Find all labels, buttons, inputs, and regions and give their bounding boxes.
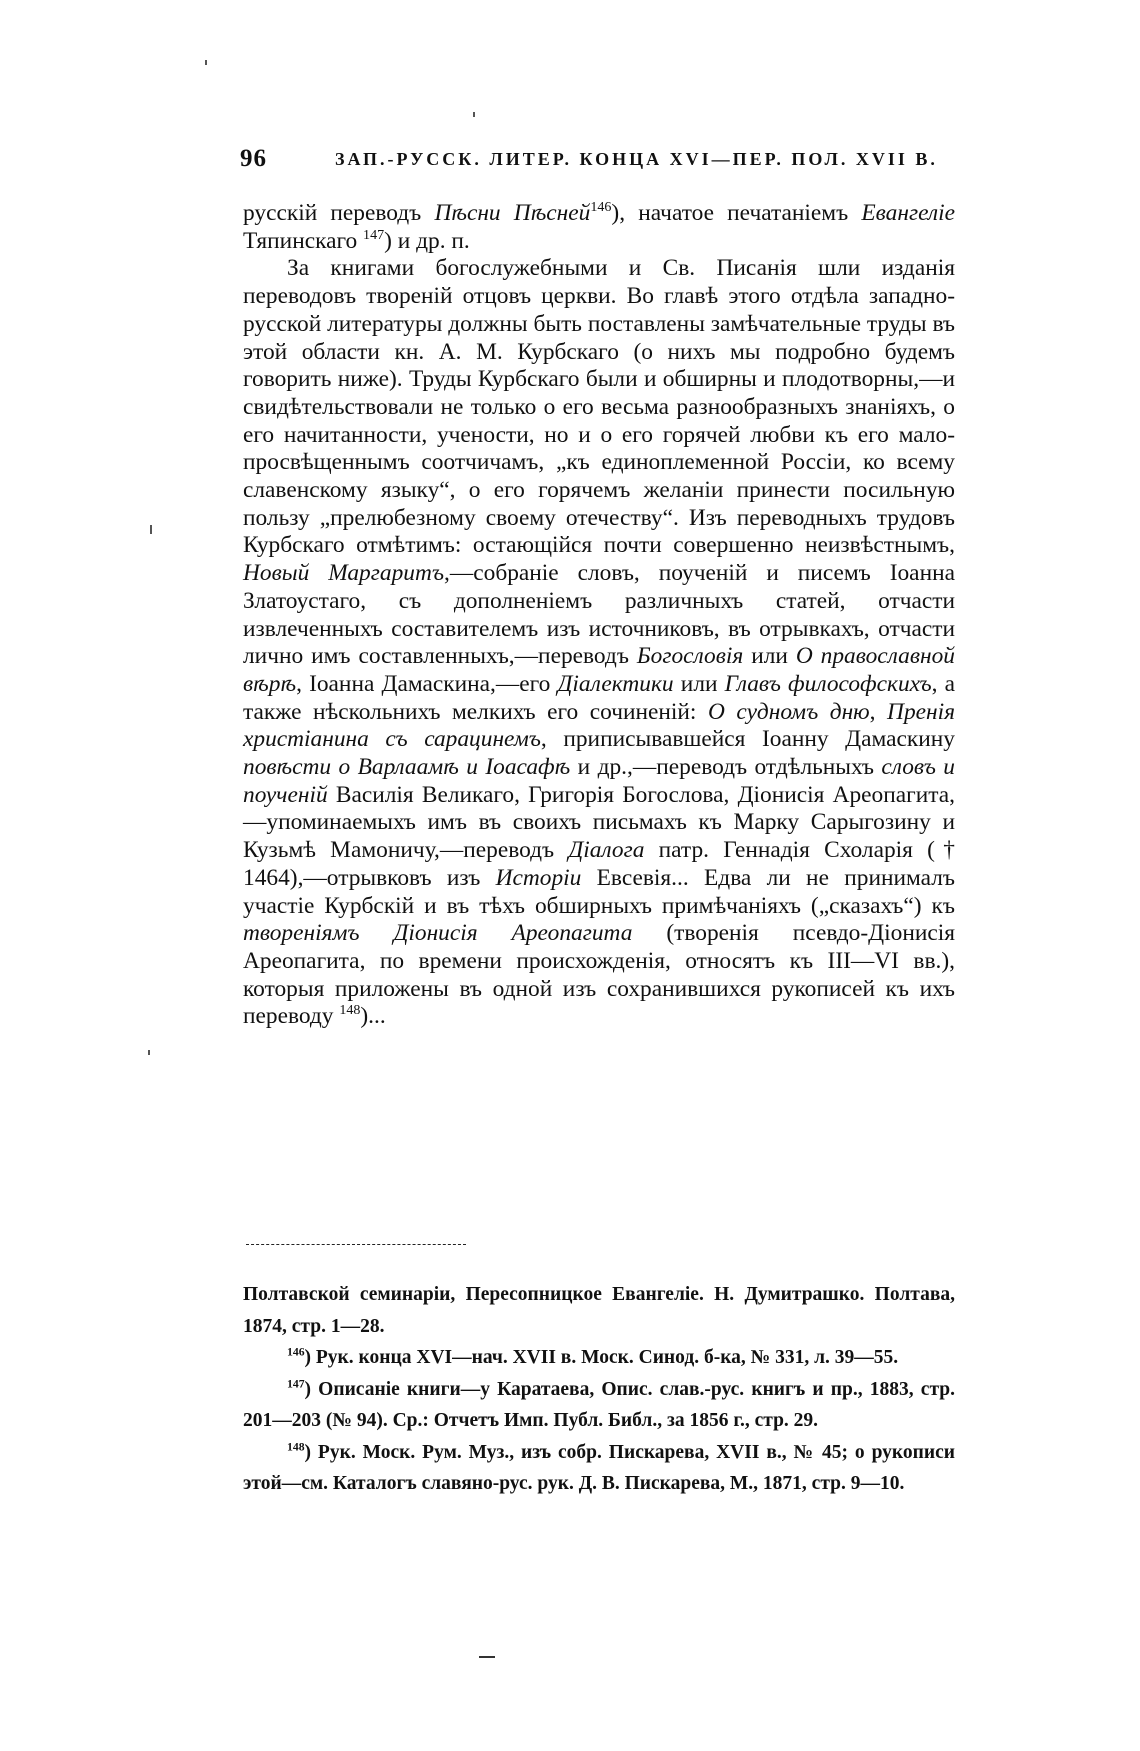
footnote-continuation: Полтавской семинаріи, Пересопницкое Евангеліе. Н. Думитрашко. Полтава, 1874, стр. 1—28. xyxy=(243,1284,955,1337)
text-run: русскій переводъ xyxy=(243,200,435,226)
text-run: , а также нѣскольнихъ мелкихъ его сочиненій: xyxy=(243,670,955,725)
footnotes xyxy=(243,1279,955,1500)
text-run: патр. Геннадія Схоларія († 1464),—отрывковъ изъ xyxy=(243,837,956,891)
italic-title: О православной вѣрѣ xyxy=(243,643,956,697)
footnote-text: ) Описаніе книги—у Каратаева, Опис. слав.-рус. книгъ и пр., 1883, стр. 201—203 (№ 94). Ср.: Отчетъ Имп. Публ. Библ., за 1856 г., стр. 29. xyxy=(243,1378,955,1431)
text-run: , приписывавшейся Іоанну Дамаскину xyxy=(540,726,955,753)
italic-title: Богословія xyxy=(636,643,744,670)
running-title: ЗАП.-РУССК. ЛИТЕР. КОНЦА XVI—ПЕР. ПОЛ. XVII В. xyxy=(335,149,938,169)
text-run: , Іоанна Дамаскина,—его xyxy=(296,670,558,697)
text-run: , xyxy=(869,698,888,725)
italic-title: Исторіи xyxy=(495,864,582,891)
italic-title: Новый Маргаритъ xyxy=(243,560,444,587)
scan-speck xyxy=(150,525,152,534)
footnote-147 xyxy=(243,1374,955,1437)
footnote-146 xyxy=(243,1342,955,1374)
italic-title: Главъ философскихъ xyxy=(724,670,932,697)
footnote-ref-148: 148 xyxy=(339,1002,361,1019)
page-number: 96 xyxy=(240,145,267,172)
scan-speck xyxy=(148,1050,150,1055)
footnote-number: 147 xyxy=(287,1377,305,1390)
text-run: или xyxy=(743,643,796,670)
text-run: ), начатое печатаніемъ xyxy=(611,200,862,226)
text-run: Василія Великаго, Григорія Богослова, Діонисія Ареопагита,—упоминаемыхъ имъ въ своихъ письмахъ къ Марку Сарыгозину и Кузьмѣ Мамоничу,—переводъ xyxy=(243,781,955,864)
text-run: и др.,—переводъ отдѣльныхъ xyxy=(570,754,882,781)
text-run: ) и др. п. xyxy=(384,227,470,254)
italic-title: Діалектики xyxy=(557,670,674,697)
italic-title: Евангеліе xyxy=(861,200,955,226)
footnote-number: 146 xyxy=(287,1345,305,1359)
footnote-ref-147: 147 xyxy=(363,226,385,243)
main-text xyxy=(243,200,955,1031)
paragraph-kurbsky xyxy=(243,255,955,1031)
footnote-text: ) Рук. конца XVI—нач. XVII в. Моск. Синод. б-ка, № 331, л. 39—55. xyxy=(304,1347,899,1368)
text-run: или xyxy=(673,670,725,697)
footnote-text: ) Рук. Моск. Рум. Муз., изъ собр. Пискарева, XVII в., № 45; о рукописи этой—см. Каталогъ славяно-рус. рук. Д. В. Пискарева, М., 1871, стр. 9—10. xyxy=(243,1441,955,1494)
footnote-ref-146: 146 xyxy=(590,199,612,216)
text-run: (творенія псевдо-Діонисія Ареопагита, по времени происхожденія, относятъ къ III—VI вв.), которыя приложены въ одной изъ сохранившихся рукописей къ ихъ переводу xyxy=(243,920,955,1030)
footnote-separator xyxy=(246,1244,466,1245)
italic-title: Пѣсни Пѣсней xyxy=(434,200,591,226)
text-run: За книгами богослужебными и Св. Писанія шли изданія переводовъ творенiй отцовъ церкви. Во главѣ этого отдѣла западно-русской литературы должны быть поставлены замѣчательные труды въ этой области кн. А. М. Курбскаго (о нихъ мы подробно будемъ говорить ниже). Труды Курбскаго были и обширны и плодотворны,—и свидѣтельствовали не только о его весьма разнообразныхъ знаніяхъ, о его начитанности, учености, но и о его горячей любви къ его мало-просвѣщеннымъ соотчичамъ, „къ единоплеменной Россіи, ко всему славенскому языку“, о его горячемъ желаніи принести посильную пользу „прелюбезному своему отечеству“. Изъ переводныхъ трудовъ Курбскаго отмѣтимъ: остающійся почти совершенно неизвѣстнымъ, xyxy=(243,255,955,559)
paragraph-continuation xyxy=(243,200,955,255)
italic-title: словъ и поученій xyxy=(243,754,956,808)
italic-title: Діалога xyxy=(568,837,645,864)
scan-speck xyxy=(473,112,475,117)
scan-speck xyxy=(205,60,207,65)
text-run: ,—собраніе словъ, поученій и писемъ Іоанна Златоустаго, съ дополненіемъ различныхъ статей, отчасти извлеченныхъ составителемъ изъ источниковъ, въ отрывкахъ, отчасти лично имъ составленныхъ,—переводъ xyxy=(243,560,955,670)
italic-title: твореніямъ Діонисія Ареопагита xyxy=(243,920,633,947)
bottom-dash-mark xyxy=(479,1656,495,1658)
footnote-number: 148 xyxy=(287,1440,305,1453)
italic-title: Пренія христіанина съ сарацинемъ xyxy=(243,698,955,753)
text-run: Тяпинскаго xyxy=(243,227,364,254)
text-run: )... xyxy=(360,1003,386,1030)
footnote-148 xyxy=(243,1437,955,1500)
italic-title: О судномъ дню xyxy=(707,698,870,725)
italic-title: повѣсти о Варлаамѣ и Іоасафѣ xyxy=(243,754,571,781)
page-header xyxy=(240,145,960,185)
text-run: Евсевія... Едва ли не принималъ участіе Курбскій и въ тѣхъ обширныхъ примѣчаніяхъ („сказахъ“) къ xyxy=(243,864,955,919)
